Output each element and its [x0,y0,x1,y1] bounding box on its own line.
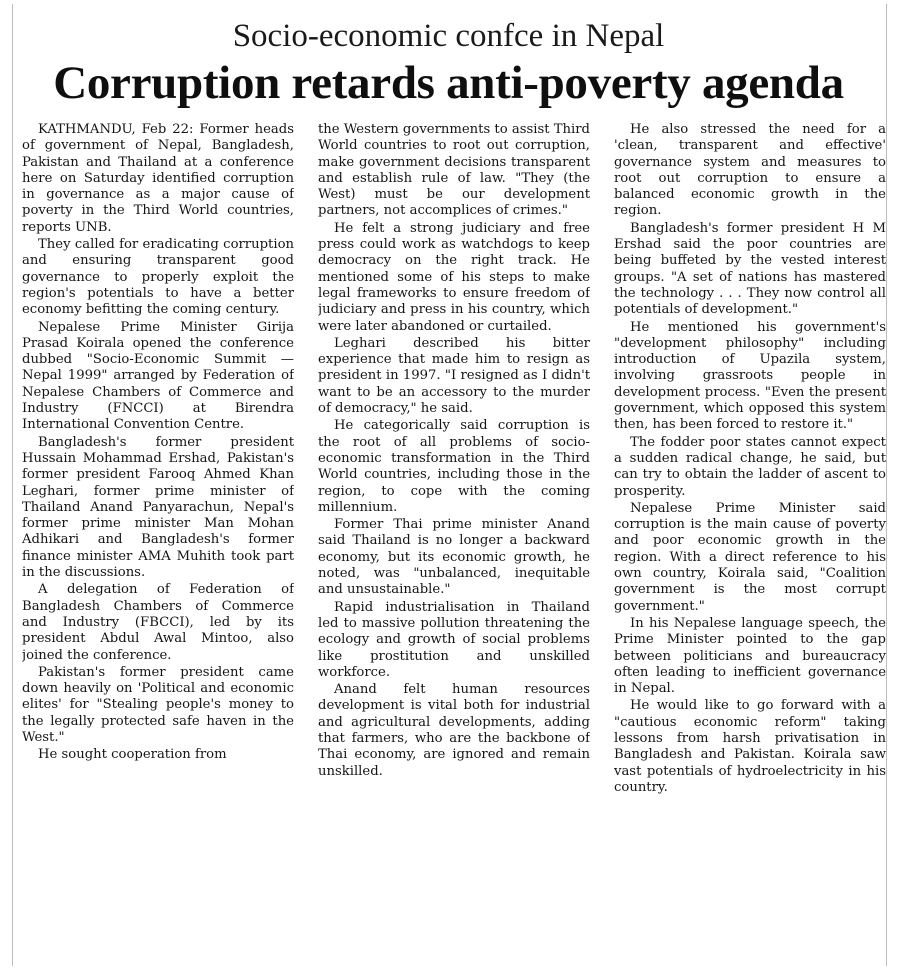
paragraph: Nepalese Prime Minister Girija Prasad Koirala opened the conference dubbed "Socio-Economic Summit — Nepal 1999" arranged by Federation of Nepalese Chambers of Commerce and Industry (FNCCI) at Birendra International Convention Centre. [22,319,294,433]
paragraph: Leghari described his bitter experience that made him to resign as president in 1997. "I resigned as I didn't want to be an accessory to the murder of democracy," he said. [318,335,590,417]
article-headline: Corruption retards anti-poverty agenda [53,57,844,109]
paragraph: He categorically said corruption is the root of all problems of socio-economic transformation in the Third World countries, including those in the region, to cope with the coming millennium. [318,418,590,515]
column-2 [318,122,590,967]
paragraph: A delegation of Federation of Bangladesh Chambers of Commerce and Industry (FBCCI), led by its president Abdul Awal Mintoo, also joined the conference. [22,582,294,663]
article-body [22,122,886,967]
paragraph: Bangladesh's former president H M Ershad said the poor countries are being buffeted by the vested interest groups. "A set of nations has mastered the technology . . . They now control all potentials of development." [614,220,886,318]
column-3 [614,122,886,967]
paragraph: Bangladesh's former president Hussain Mohammad Ershad, Pakistan's former president Farooq Ahmed Khan Leghari, former prime minister of Thailand Anand Panyarachun, Nepal's former prime minister Man Mohan Adhikari and Bangladesh's former finance minister AMA Muhith took part in the discussions. [22,434,294,581]
paragraph: They called for eradicating corruption and ensuring transparent good governance to properly exploit the region's potentials to have a better economy befitting the coming century. [22,237,294,318]
paragraph: He sought cooperation from [38,747,227,763]
paragraph: He mentioned his government's "development philosophy" including introduction of Upazila system, involving grassroots people in development process. "Even the present government, which opposed this system then, has been forced to restore it." [614,319,886,433]
paragraph: KATHMANDU, Feb 22: Former heads of government of Nepal, Bangladesh, Pakistan and Thailand at a conference here on Saturday identified corruption in governance as a major cause of poverty in the Third World countries, reports UNB. [22,122,294,235]
paragraph: the Western governments to assist Third World countries to root out corruption, make government decisions transparent and establish rule of law. "They (the West) must be our development partners, not accomplices of crimes." [318,122,590,219]
paragraph: Pakistan's former president came down heavily on 'Political and economic elites' for "Stealing people's money to the legally protected safe haven in the West." [22,664,294,745]
paragraph: Former Thai prime minister Anand said Thailand is no longer a backward economy, but its economic growth, he noted, was "unbalanced, inequitable and unsustainable." [318,517,590,598]
paragraph: He felt a strong judiciary and free press could work as watchdogs to keep democracy on the right track. He mentioned some of his steps to make legal frameworks to ensure freedom of judiciary and press in his country, which were later abandoned or curtailed. [318,220,590,334]
column-1 [22,122,294,967]
paragraph: Nepalese Prime Minister said corruption is the main cause of poverty and poor economic growth in the region. With a direct reference to his own country, Koirala said, "Coalition government is the most corrupt government." [614,500,886,614]
paragraph: In his Nepalese language speech, the Prime Minister pointed to the gap between politicians and bureaucracy often leading to inefficient governance in Nepal. [614,615,886,697]
article-kicker: Socio-economic confce in Nepal [232,18,665,54]
paragraph: Rapid industrialisation in Thailand led to massive pollution threatening the ecology and growth of social problems like prostitution and unskilled workforce. [318,599,590,680]
paragraph: He would like to go forward with a "cautious economic reform" taking lessons from harsh privatisation in Bangladesh and Pakistan. Koirala saw vast potentials of hydroelectricity in his country. [614,698,886,795]
paragraph: He also stressed the need for a 'clean, transparent and effective' governance system and measures to root out corruption to ensure a balanced economic growth in the region. [614,122,886,219]
paragraph: The fodder poor states cannot expect a sudden radical change, he said, but can try to obtain the ladder of ascent to prosperity. [614,434,886,499]
paragraph: Anand felt human resources development is vital both for industrial and agricultural developments, adding that farmers, who are the backbone of Thai economy, are ignored and remain unskilled. [318,682,590,779]
